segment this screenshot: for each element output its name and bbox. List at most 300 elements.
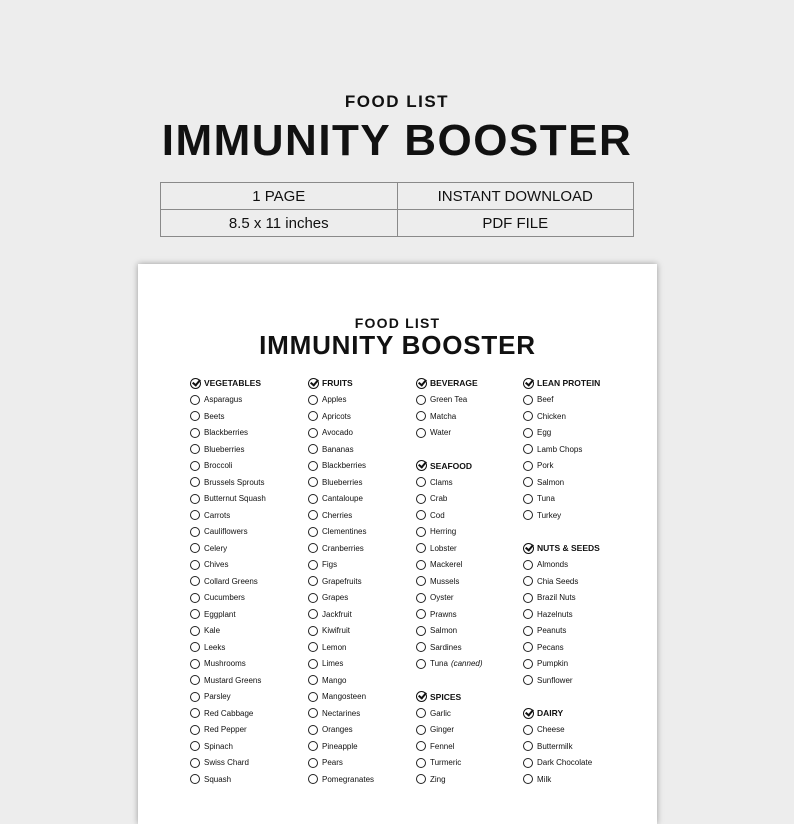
checkbox-circle-icon[interactable] — [523, 444, 533, 454]
checklist-item[interactable] — [308, 408, 418, 425]
checkbox-circle-icon[interactable] — [523, 725, 533, 735]
item-label: Parsley — [204, 692, 231, 702]
checklist-item[interactable] — [416, 755, 526, 772]
checkbox-circle-icon[interactable] — [308, 494, 318, 504]
checkbox-circle-icon[interactable] — [190, 593, 200, 603]
checklist-item[interactable] — [308, 623, 418, 640]
checklist-item[interactable] — [190, 573, 300, 590]
checkbox-circle-icon[interactable] — [416, 609, 426, 619]
item-label: Pumpkin — [537, 659, 569, 669]
checklist-item[interactable] — [190, 408, 300, 425]
checkbox-circle-icon[interactable] — [416, 741, 426, 751]
checklist-item[interactable] — [523, 474, 633, 491]
item-label: Mushrooms — [204, 659, 246, 669]
column-4 — [523, 375, 633, 788]
checkbox-circle-icon[interactable] — [308, 774, 318, 784]
checkbox-circle-icon[interactable] — [416, 576, 426, 586]
item-label: Mustard Greens — [204, 675, 262, 685]
item-label: Beef — [537, 395, 554, 405]
checkbox-circle-icon[interactable] — [416, 510, 426, 520]
checklist-item[interactable] — [523, 392, 633, 409]
checklist-item[interactable] — [190, 557, 300, 574]
checkbox-circle-icon[interactable] — [190, 461, 200, 471]
item-label: Milk — [537, 774, 552, 784]
checkbox-circle-icon[interactable] — [190, 609, 200, 619]
checklist-item[interactable] — [523, 755, 633, 772]
checklist-item[interactable] — [308, 540, 418, 557]
checkbox-circle-icon[interactable] — [308, 411, 318, 421]
checkbox-circle-icon[interactable] — [190, 510, 200, 520]
item-label: Kale — [204, 626, 221, 636]
section-nuts-seeds — [523, 540, 633, 689]
checklist-item[interactable] — [523, 491, 633, 508]
checklist-item[interactable] — [523, 590, 633, 607]
checklist-item[interactable] — [190, 425, 300, 442]
checkbox-circle-icon[interactable] — [190, 725, 200, 735]
checklist-item[interactable] — [190, 441, 300, 458]
checklist-item[interactable] — [416, 590, 526, 607]
checklist-item[interactable] — [523, 573, 633, 590]
column-1 — [190, 375, 300, 788]
item-label: Clementines — [322, 527, 367, 537]
checklist-item[interactable] — [308, 755, 418, 772]
item-label: Blackberries — [322, 461, 367, 471]
checklist-item[interactable] — [308, 573, 418, 590]
checkbox-circle-icon[interactable] — [190, 659, 200, 669]
checkbox-circle-icon[interactable] — [523, 741, 533, 751]
checklist-item[interactable] — [416, 722, 526, 739]
item-label: Apples — [322, 395, 347, 405]
checklist-item[interactable] — [190, 738, 300, 755]
checkbox-circle-icon[interactable] — [416, 659, 426, 669]
checklist-item[interactable] — [190, 507, 300, 524]
section-title: BEVERAGE — [430, 378, 478, 389]
item-label: Pork — [537, 461, 554, 471]
checklist-item[interactable] — [190, 722, 300, 739]
section-heading — [416, 458, 526, 475]
checklist-item[interactable] — [523, 623, 633, 640]
section-vegetables — [190, 375, 300, 788]
checklist-item[interactable] — [523, 441, 633, 458]
checklist-item[interactable] — [416, 507, 526, 524]
item-label: Pears — [322, 758, 343, 768]
item-label: Fennel — [430, 741, 455, 751]
checkbox-circle-icon[interactable] — [308, 626, 318, 636]
header-title: IMMUNITY BOOSTER — [161, 116, 633, 165]
checkbox-circle-icon[interactable] — [523, 758, 533, 768]
checkbox-circle-icon[interactable] — [308, 510, 318, 520]
checkbox-circle-icon[interactable] — [190, 741, 200, 751]
checklist-item[interactable] — [190, 474, 300, 491]
item-label: Red Pepper — [204, 725, 247, 735]
checklist-item[interactable] — [523, 738, 633, 755]
item-label: Herring — [430, 527, 457, 537]
checklist-item[interactable] — [308, 425, 418, 442]
printable-page-preview — [138, 264, 657, 824]
item-label: Red Cabbage — [204, 708, 254, 718]
item-label: Jackfruit — [322, 609, 352, 619]
checkbox-circle-icon[interactable] — [190, 543, 200, 553]
section-title: NUTS & SEEDS — [537, 543, 600, 554]
checklist-item[interactable] — [308, 771, 418, 788]
checked-circle-icon — [523, 543, 534, 554]
item-label: Ginger — [430, 725, 455, 735]
info-size: 8.5 x 11 inches — [161, 210, 398, 237]
section-heading — [190, 375, 300, 392]
item-label: Clams — [430, 477, 453, 487]
checklist-item[interactable] — [190, 771, 300, 788]
checkbox-circle-icon[interactable] — [308, 527, 318, 537]
checkbox-circle-icon[interactable] — [190, 774, 200, 784]
section-heading — [416, 375, 526, 392]
checklist-item[interactable] — [416, 656, 526, 673]
paper-subtitle: FOOD LIST — [354, 315, 441, 331]
checkbox-circle-icon[interactable] — [523, 659, 533, 669]
item-label: Pecans — [537, 642, 564, 652]
checklist-item[interactable] — [308, 524, 418, 541]
item-label: Peanuts — [537, 626, 567, 636]
checked-circle-icon — [523, 378, 534, 389]
checklist-item[interactable] — [416, 738, 526, 755]
checkbox-circle-icon[interactable] — [416, 395, 426, 405]
section-beverage — [416, 375, 526, 441]
item-label: Dark Chocolate — [537, 758, 593, 768]
item-label: Cod — [430, 510, 445, 520]
item-label: Chives — [204, 560, 229, 570]
checkbox-circle-icon[interactable] — [308, 725, 318, 735]
checkbox-circle-icon[interactable] — [416, 411, 426, 421]
item-label: Blueberries — [322, 477, 363, 487]
checkbox-circle-icon[interactable] — [308, 692, 318, 702]
checkbox-circle-icon[interactable] — [308, 461, 318, 471]
checklist-item[interactable] — [416, 491, 526, 508]
checkbox-circle-icon[interactable] — [190, 428, 200, 438]
checkbox-circle-icon[interactable] — [416, 758, 426, 768]
checklist-item[interactable] — [308, 705, 418, 722]
item-label: Mango — [322, 675, 347, 685]
section-title: LEAN PROTEIN — [537, 378, 601, 389]
checkbox-circle-icon[interactable] — [523, 609, 533, 619]
checkbox-circle-icon[interactable] — [416, 560, 426, 570]
item-label: Salmon — [430, 626, 458, 636]
item-label: Chicken — [537, 411, 566, 421]
item-label: Broccoli — [204, 461, 233, 471]
checklist-item[interactable] — [523, 408, 633, 425]
checklist-item[interactable] — [416, 606, 526, 623]
checkbox-circle-icon[interactable] — [523, 494, 533, 504]
checklist-item[interactable] — [308, 458, 418, 475]
checkbox-circle-icon[interactable] — [416, 543, 426, 553]
item-label: Limes — [322, 659, 344, 669]
item-label: Blueberries — [204, 444, 245, 454]
item-label: Turmeric — [430, 758, 462, 768]
checkbox-circle-icon[interactable] — [190, 395, 200, 405]
section-title: DAIRY — [537, 708, 564, 719]
item-label: Cheese — [537, 725, 565, 735]
item-label: Cantaloupe — [322, 494, 363, 504]
item-label: Brussels Sprouts — [204, 477, 265, 487]
checklist-item[interactable] — [416, 524, 526, 541]
section-title: VEGETABLES — [204, 378, 261, 389]
checkbox-circle-icon[interactable] — [523, 428, 533, 438]
checkbox-circle-icon[interactable] — [308, 659, 318, 669]
checkbox-circle-icon[interactable] — [308, 428, 318, 438]
checkbox-circle-icon[interactable] — [416, 477, 426, 487]
item-label: Cauliflowers — [204, 527, 248, 537]
item-label: Grapefruits — [322, 576, 362, 586]
checklist-item[interactable] — [190, 524, 300, 541]
checklist-item[interactable] — [308, 672, 418, 689]
checkbox-circle-icon[interactable] — [416, 626, 426, 636]
item-label: Oranges — [322, 725, 353, 735]
checkbox-circle-icon[interactable] — [190, 642, 200, 652]
item-label: Almonds — [537, 560, 569, 570]
item-label: Tuna — [430, 659, 448, 669]
section-title: FRUITS — [322, 378, 353, 389]
section-title: SPICES — [430, 691, 462, 702]
checklist-item[interactable] — [416, 771, 526, 788]
item-note: (canned) — [450, 659, 483, 669]
checkbox-circle-icon[interactable] — [190, 576, 200, 586]
section-seafood — [416, 458, 526, 673]
item-label: Asparagus — [204, 395, 243, 405]
checklist-item[interactable] — [416, 474, 526, 491]
checklist-item[interactable] — [416, 623, 526, 640]
item-label: Turkey — [537, 510, 562, 520]
item-label: Leeks — [204, 642, 226, 652]
checkbox-circle-icon[interactable] — [308, 609, 318, 619]
section-heading — [523, 705, 633, 722]
item-label: Water — [430, 428, 452, 438]
checkbox-circle-icon[interactable] — [190, 708, 200, 718]
section-lean-protein — [523, 375, 633, 524]
item-label: Prawns — [430, 609, 457, 619]
checklist-item[interactable] — [308, 738, 418, 755]
checkbox-circle-icon[interactable] — [308, 593, 318, 603]
item-label: Pomegranates — [322, 774, 375, 784]
checkbox-circle-icon[interactable] — [308, 642, 318, 652]
item-label: Blackberries — [204, 428, 249, 438]
checkbox-circle-icon[interactable] — [308, 395, 318, 405]
checklist-item[interactable] — [190, 672, 300, 689]
checkbox-circle-icon[interactable] — [308, 758, 318, 768]
item-label: Avocado — [322, 428, 353, 438]
checklist-item[interactable] — [308, 491, 418, 508]
checklist-item[interactable] — [523, 672, 633, 689]
section-heading — [308, 375, 418, 392]
section-fruits — [308, 375, 418, 788]
checkbox-circle-icon[interactable] — [190, 494, 200, 504]
checkbox-circle-icon[interactable] — [190, 477, 200, 487]
checkbox-circle-icon[interactable] — [523, 461, 533, 471]
checkbox-circle-icon[interactable] — [190, 411, 200, 421]
checkbox-circle-icon[interactable] — [190, 675, 200, 685]
section-title: SEAFOOD — [430, 460, 473, 471]
checkbox-circle-icon[interactable] — [190, 692, 200, 702]
item-label: Apricots — [322, 411, 351, 421]
item-label: Pineapple — [322, 741, 358, 751]
checkbox-circle-icon[interactable] — [416, 494, 426, 504]
checklist-item[interactable] — [190, 590, 300, 607]
item-label: Hazelnuts — [537, 609, 573, 619]
checklist-item[interactable] — [523, 425, 633, 442]
checkbox-circle-icon[interactable] — [308, 477, 318, 487]
checklist-item[interactable] — [416, 540, 526, 557]
item-label: Cranberries — [322, 543, 364, 553]
checkbox-circle-icon[interactable] — [523, 626, 533, 636]
checkbox-circle-icon[interactable] — [308, 675, 318, 685]
item-label: Cucumbers — [204, 593, 245, 603]
checklist-item[interactable] — [190, 491, 300, 508]
item-label: Mussels — [430, 576, 460, 586]
checklist-item[interactable] — [523, 458, 633, 475]
item-label: Mackerel — [430, 560, 463, 570]
item-label: Lamb Chops — [537, 444, 583, 454]
checklist-item[interactable] — [523, 606, 633, 623]
checklist-item[interactable] — [523, 507, 633, 524]
checklist-item[interactable] — [308, 606, 418, 623]
checkbox-circle-icon[interactable] — [416, 708, 426, 718]
checklist-item[interactable] — [308, 507, 418, 524]
checklist-item[interactable] — [308, 639, 418, 656]
checklist-item[interactable] — [190, 705, 300, 722]
checkbox-circle-icon[interactable] — [190, 527, 200, 537]
item-label: Eggplant — [204, 609, 236, 619]
checklist-item[interactable] — [416, 557, 526, 574]
item-label: Sunflower — [537, 675, 573, 685]
checkbox-circle-icon[interactable] — [523, 560, 533, 570]
item-label: Green Tea — [430, 395, 468, 405]
item-label: Mangosteen — [322, 692, 367, 702]
checkbox-circle-icon[interactable] — [190, 560, 200, 570]
column-3 — [416, 375, 526, 788]
checkbox-circle-icon[interactable] — [523, 510, 533, 520]
checked-circle-icon — [190, 378, 201, 389]
checklist-item[interactable] — [190, 458, 300, 475]
checklist-item[interactable] — [190, 639, 300, 656]
item-label: Brazil Nuts — [537, 593, 576, 603]
checklist-item[interactable] — [308, 689, 418, 706]
section-spices — [416, 689, 526, 788]
item-label: Lemon — [322, 642, 347, 652]
checkbox-circle-icon[interactable] — [523, 675, 533, 685]
checkbox-circle-icon[interactable] — [416, 642, 426, 652]
checkbox-circle-icon[interactable] — [416, 725, 426, 735]
checkbox-circle-icon[interactable] — [308, 560, 318, 570]
checked-circle-icon — [416, 378, 427, 389]
checkbox-circle-icon[interactable] — [308, 543, 318, 553]
section-heading — [523, 375, 633, 392]
item-label: Crab — [430, 494, 448, 504]
item-label: Sardines — [430, 642, 462, 652]
item-label: Spinach — [204, 741, 233, 751]
checklist-item[interactable] — [308, 392, 418, 409]
checklist-item[interactable] — [308, 441, 418, 458]
section-dairy — [523, 705, 633, 788]
checkbox-circle-icon[interactable] — [416, 774, 426, 784]
checkbox-circle-icon[interactable] — [308, 708, 318, 718]
item-label: Figs — [322, 560, 338, 570]
checklist-item[interactable] — [523, 771, 633, 788]
checkbox-circle-icon[interactable] — [308, 576, 318, 586]
item-label: Grapes — [322, 593, 349, 603]
checklist-item[interactable] — [416, 408, 526, 425]
header-subtitle: FOOD LIST — [344, 92, 450, 111]
checkbox-circle-icon[interactable] — [523, 774, 533, 784]
item-label: Buttermilk — [537, 741, 573, 751]
item-label: Celery — [204, 543, 228, 553]
item-label: Egg — [537, 428, 552, 438]
item-label: Matcha — [430, 411, 457, 421]
info-format: PDF FILE — [397, 210, 634, 237]
item-label: Tuna — [537, 494, 555, 504]
checkbox-circle-icon[interactable] — [308, 444, 318, 454]
checklist-item[interactable] — [523, 656, 633, 673]
paper-title: IMMUNITY BOOSTER — [259, 330, 536, 360]
checkbox-circle-icon[interactable] — [523, 395, 533, 405]
checklist-item[interactable] — [190, 623, 300, 640]
checkbox-circle-icon[interactable] — [190, 758, 200, 768]
checklist-item[interactable] — [308, 557, 418, 574]
checked-circle-icon — [308, 378, 319, 389]
checklist-item[interactable] — [416, 425, 526, 442]
checkbox-circle-icon[interactable] — [190, 444, 200, 454]
checkbox-circle-icon[interactable] — [523, 477, 533, 487]
item-label: Zing — [430, 774, 446, 784]
info-pages: 1 PAGE — [161, 183, 398, 210]
checked-circle-icon — [416, 460, 427, 471]
item-label: Salmon — [537, 477, 565, 487]
checklist-item[interactable] — [308, 656, 418, 673]
checkbox-circle-icon[interactable] — [416, 428, 426, 438]
checklist-item[interactable] — [523, 557, 633, 574]
checklist-item[interactable] — [308, 474, 418, 491]
checkbox-circle-icon[interactable] — [416, 593, 426, 603]
checklist-item[interactable] — [416, 639, 526, 656]
checked-circle-icon — [523, 708, 534, 719]
item-label: Oyster — [430, 593, 454, 603]
item-label: Beets — [204, 411, 225, 421]
checkbox-circle-icon[interactable] — [190, 626, 200, 636]
checklist-item[interactable] — [523, 639, 633, 656]
item-label: Cherries — [322, 510, 353, 520]
checked-circle-icon — [416, 691, 427, 702]
checkbox-circle-icon[interactable] — [416, 527, 426, 537]
checkbox-circle-icon[interactable] — [523, 576, 533, 586]
checklist-item[interactable] — [416, 573, 526, 590]
item-label: Nectarines — [322, 708, 361, 718]
checkbox-circle-icon[interactable] — [523, 411, 533, 421]
checklist-item[interactable] — [190, 606, 300, 623]
checklist-item[interactable] — [190, 755, 300, 772]
checkbox-circle-icon[interactable] — [523, 593, 533, 603]
checklist-item[interactable] — [190, 656, 300, 673]
checklist-item[interactable] — [416, 705, 526, 722]
checkbox-circle-icon[interactable] — [308, 741, 318, 751]
section-heading — [523, 540, 633, 557]
item-label: Chia Seeds — [537, 576, 579, 586]
checklist-item[interactable] — [523, 722, 633, 739]
checklist-item[interactable] — [416, 392, 526, 409]
item-label: Butternut Squash — [204, 494, 266, 504]
item-label: Kiwifruit — [322, 626, 351, 636]
checklist-item[interactable] — [190, 392, 300, 409]
checkbox-circle-icon[interactable] — [523, 642, 533, 652]
checklist-item[interactable] — [190, 540, 300, 557]
checklist-item[interactable] — [308, 590, 418, 607]
checklist-item[interactable] — [308, 722, 418, 739]
checklist-item[interactable] — [190, 689, 300, 706]
